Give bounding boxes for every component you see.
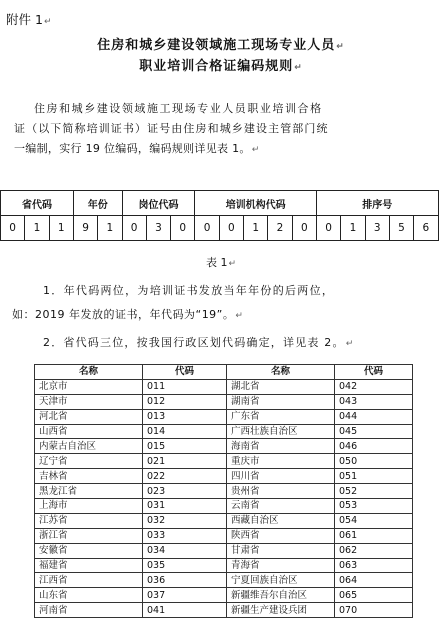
province-name: 新疆生产建设兵团 [227,603,335,618]
province-name: 西藏自治区 [227,513,335,528]
table-row [35,558,413,573]
province-code: 045 [335,424,413,439]
table1-caption: 表 1↵ [205,256,237,269]
province-code: 037 [143,588,227,603]
province-code: 015 [143,439,227,454]
code-digit: 0 [1,216,25,241]
province-name: 天津市 [35,394,143,409]
table-row [35,588,413,603]
province-code: 023 [143,484,227,499]
code-digit: 0 [316,216,340,241]
province-code: 031 [143,499,227,514]
province-code: 041 [143,603,227,618]
province-code: 062 [335,543,413,558]
return-mark-icon: ↵ [251,145,260,155]
province-name: 贵州省 [227,484,335,499]
province-code: 034 [143,543,227,558]
return-mark-icon: ↵ [294,63,303,73]
province-table-header-row [35,365,413,380]
return-mark-icon: ↵ [235,311,244,321]
province-code: 051 [335,469,413,484]
province-code: 032 [143,513,227,528]
province-name: 浙江省 [35,528,143,543]
province-code: 043 [335,394,413,409]
header-code: 代码 [143,365,227,380]
province-name: 陕西省 [227,528,335,543]
return-mark-icon: ↵ [228,259,237,269]
province-code: 064 [335,573,413,588]
return-mark-icon: ↵ [336,42,345,52]
header-year: 年份 [73,191,122,216]
header-name: 名称 [227,365,335,380]
province-name: 河南省 [35,603,143,618]
code-digit: 2 [268,216,292,241]
attachment-label: 附件 1↵ [6,12,52,27]
code-digit: 3 [365,216,389,241]
province-name: 黑龙江省 [35,484,143,499]
province-code: 052 [335,484,413,499]
province-name: 甘肃省 [227,543,335,558]
return-mark-icon: ↵ [345,339,355,349]
province-code: 050 [335,454,413,469]
table-row [35,394,413,409]
table-row [35,409,413,424]
province-code: 070 [335,603,413,618]
province-name: 北京市 [35,379,143,394]
rule1-line1: 1．年代码两位，为培训证书发放当年年份的后两位， [43,284,335,297]
province-code: 042 [335,379,413,394]
table-row [35,573,413,588]
province-code: 063 [335,558,413,573]
header-code: 代码 [335,365,413,380]
code-structure-table [0,190,439,241]
province-name: 新疆维吾尔自治区 [227,588,335,603]
province-code: 044 [335,409,413,424]
province-name: 广东省 [227,409,335,424]
province-code: 054 [335,513,413,528]
province-name: 江苏省 [35,513,143,528]
province-code: 035 [143,558,227,573]
code-digit: 0 [292,216,316,241]
table-row [35,528,413,543]
table-row [35,499,413,514]
table-row [35,439,413,454]
code-digit: 1 [49,216,73,241]
code-digit: 6 [414,216,438,241]
province-code: 014 [143,424,227,439]
province-code: 011 [143,379,227,394]
province-code: 022 [143,469,227,484]
province-code: 046 [335,439,413,454]
document-title-line2: 职业培训合格证编码规则↵ [139,59,303,74]
province-name: 青海省 [227,558,335,573]
code-digit: 5 [389,216,413,241]
province-name: 湖南省 [227,394,335,409]
rule1-line2: 如：2019 年发放的证书，年代码为“19”。↵ [12,308,244,321]
intro-paragraph-line1: 住房和城乡建设领域施工现场专业人员职业培训合格 [34,102,323,115]
province-name: 湖北省 [227,379,335,394]
province-name: 江西省 [35,573,143,588]
header-post-code: 岗位代码 [122,191,195,216]
province-name: 四川省 [227,469,335,484]
province-name: 吉林省 [35,469,143,484]
code-digit: 9 [73,216,97,241]
header-serial-number: 排序号 [316,191,438,216]
code-digit: 0 [122,216,146,241]
rule2-line: 2．省代码三位，按我国行政区划代码确定，详见表 2。↵ [43,336,355,349]
intro-paragraph-line3: 一编制，实行 19 位编码，编码规则详见表 1。↵ [14,142,260,155]
table-row [35,513,413,528]
province-name: 宁夏回族自治区 [227,573,335,588]
code-digit: 0 [195,216,219,241]
province-code: 013 [143,409,227,424]
code-digit: 1 [25,216,49,241]
code-digit: 0 [171,216,195,241]
header-province-code: 省代码 [1,191,74,216]
province-name: 福建省 [35,558,143,573]
table-row [35,454,413,469]
province-code: 036 [143,573,227,588]
code-digit: 1 [98,216,122,241]
table-row [35,603,413,618]
province-name: 山东省 [35,588,143,603]
province-name: 云南省 [227,499,335,514]
return-mark-icon: ↵ [43,17,52,27]
table-row [35,543,413,558]
header-training-org-code: 培训机构代码 [195,191,317,216]
province-name: 重庆市 [227,454,335,469]
province-code: 061 [335,528,413,543]
document-title-line1: 住房和城乡建设领域施工现场专业人员↵ [97,38,345,53]
province-name: 上海市 [35,499,143,514]
province-code: 012 [143,394,227,409]
province-code: 053 [335,499,413,514]
province-name: 安徽省 [35,543,143,558]
table-row [35,379,413,394]
province-name: 广西壮族自治区 [227,424,335,439]
code-digit: 1 [244,216,268,241]
province-name: 海南省 [227,439,335,454]
province-code: 021 [143,454,227,469]
table-row [35,484,413,499]
code-digit: 1 [341,216,365,241]
table-row [35,469,413,484]
intro-paragraph-line2: 证（以下简称培训证书）证号由住房和城乡建设主管部门统 [14,122,329,135]
code-table-digit-row [1,216,439,241]
province-name: 山西省 [35,424,143,439]
province-code-table [34,364,413,618]
code-table-header-row [1,191,439,216]
province-name: 内蒙古自治区 [35,439,143,454]
province-name: 河北省 [35,409,143,424]
province-code: 065 [335,588,413,603]
province-name: 辽宁省 [35,454,143,469]
code-digit: 0 [219,216,243,241]
header-name: 名称 [35,365,143,380]
code-digit: 3 [146,216,170,241]
table-row [35,424,413,439]
province-code: 033 [143,528,227,543]
